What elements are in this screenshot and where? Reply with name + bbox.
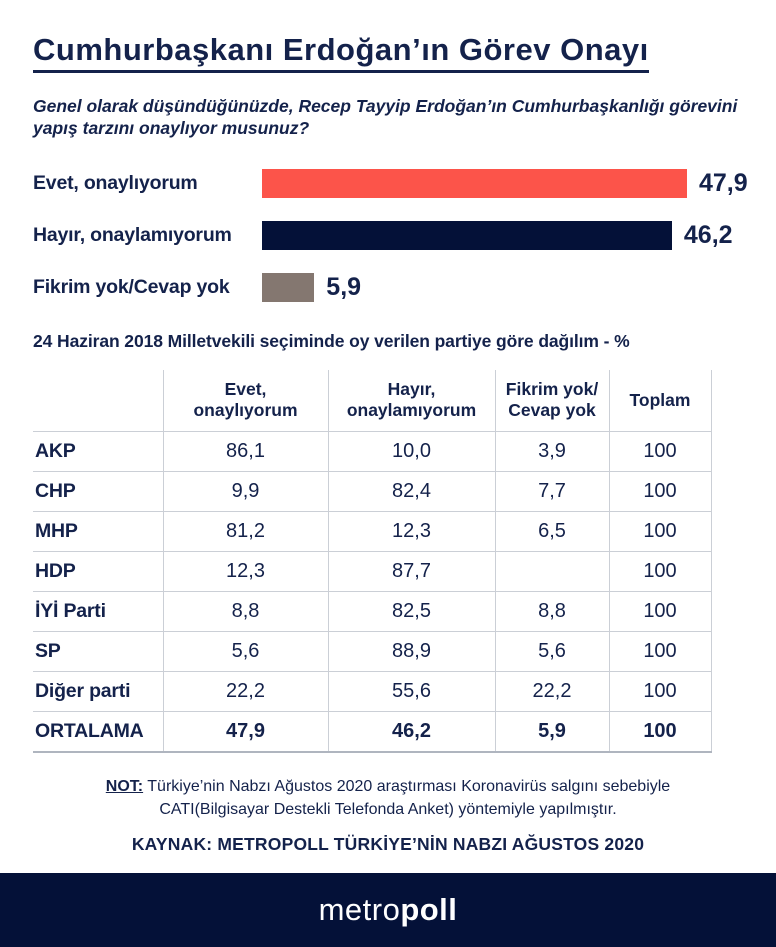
bar-row xyxy=(33,158,748,210)
party-table-body xyxy=(33,432,711,752)
value-cell: 3,9 xyxy=(495,432,609,472)
party-name-cell: CHP xyxy=(33,472,163,512)
logo-poll-text: poll xyxy=(400,892,458,927)
party-name-cell: SP xyxy=(33,632,163,672)
footer-band xyxy=(0,873,776,947)
value-cell: 5,6 xyxy=(495,632,609,672)
value-cell: 100 xyxy=(609,472,711,512)
value-cell: 5,6 xyxy=(163,632,328,672)
column-header: Hayır, onaylamıyorum xyxy=(328,370,495,432)
value-cell: 100 xyxy=(609,592,711,632)
value-cell: 88,9 xyxy=(328,632,495,672)
value-cell: 100 xyxy=(609,432,711,472)
party-name-cell: HDP xyxy=(33,552,163,592)
value-cell: 22,2 xyxy=(163,672,328,712)
bar-category-label: Evet, onaylıyorum xyxy=(33,172,198,194)
value-cell: 47,9 xyxy=(163,712,328,752)
column-header: Toplam xyxy=(609,370,711,432)
page-title-text: Cumhurbaşkanı Erdoğan’ın Görev Onayı xyxy=(33,32,649,73)
value-cell: 100 xyxy=(609,552,711,592)
bar-value-label: 46,2 xyxy=(683,221,733,249)
bar-category-label: Hayır, onaylamıyorum xyxy=(33,224,232,246)
value-cell: 9,9 xyxy=(163,472,328,512)
value-cell: 81,2 xyxy=(163,512,328,552)
party-breakdown-table xyxy=(33,370,712,753)
value-cell: 46,2 xyxy=(328,712,495,752)
source-line: KAYNAK: METROPOLL TÜRKİYE’NİN NABZI AĞUSTOS 2020 xyxy=(131,833,645,854)
approval-bar xyxy=(262,273,314,302)
bar-row xyxy=(33,210,743,262)
value-cell: 8,8 xyxy=(495,592,609,632)
table-row xyxy=(33,432,711,472)
approval-bar-chart xyxy=(33,158,748,314)
value-cell: 87,7 xyxy=(328,552,495,592)
value-cell: 5,9 xyxy=(495,712,609,752)
methodology-note xyxy=(58,775,718,821)
column-header: Evet, onaylıyorum xyxy=(163,370,328,432)
survey-question: Genel olarak düşündüğünüzde, Recep Tayyip Erdoğan’ın Cumhurbaşkanlığı görevini yapış tarzını onaylıyor musunuz? xyxy=(33,95,738,139)
party-name-cell: AKP xyxy=(33,432,163,472)
bar-row xyxy=(33,262,743,314)
column-header: Fikrim yok/ Cevap yok xyxy=(495,370,609,432)
party-name-cell: Diğer parti xyxy=(33,672,163,712)
value-cell: 12,3 xyxy=(328,512,495,552)
value-cell: 100 xyxy=(609,632,711,672)
party-name-cell: MHP xyxy=(33,512,163,552)
value-cell: 82,4 xyxy=(328,472,495,512)
table-row xyxy=(33,512,711,552)
value-cell: 7,7 xyxy=(495,472,609,512)
metropoll-logo xyxy=(319,892,458,928)
value-cell: 100 xyxy=(609,672,711,712)
value-cell: 8,8 xyxy=(163,592,328,632)
note-label: NOT: xyxy=(105,777,144,795)
party-name-cell: İYİ Parti xyxy=(33,592,163,632)
value-cell: 22,2 xyxy=(495,672,609,712)
value-cell: 6,5 xyxy=(495,512,609,552)
value-cell: 82,5 xyxy=(328,592,495,632)
value-cell: 12,3 xyxy=(163,552,328,592)
column-header xyxy=(33,370,163,432)
value-cell: 10,0 xyxy=(328,432,495,472)
bar-value-label: 47,9 xyxy=(699,169,748,197)
value-cell: 55,6 xyxy=(328,672,495,712)
table-row xyxy=(33,672,711,712)
bar-category-label: Fikrim yok/Cevap yok xyxy=(33,276,230,298)
value-cell: 100 xyxy=(609,512,711,552)
value-cell: 100 xyxy=(609,712,711,752)
table-row xyxy=(33,592,711,632)
approval-bar xyxy=(262,221,672,250)
total-row xyxy=(33,712,711,752)
value-cell xyxy=(495,552,609,592)
party-table-header-row xyxy=(33,370,711,432)
table-row xyxy=(33,632,711,672)
table-section-title: 24 Haziran 2018 Milletvekili seçiminde oy verilen partiye göre dağılım - % xyxy=(33,330,630,351)
table-row xyxy=(33,472,711,512)
value-cell: 86,1 xyxy=(163,432,328,472)
logo-metro-text: metro xyxy=(318,892,401,927)
table-row xyxy=(33,552,711,592)
bar-value-label: 5,9 xyxy=(326,273,362,301)
party-name-cell: ORTALAMA xyxy=(33,712,163,752)
note-text: Türkiye’nin Nabzı Ağustos 2020 araştırması Koronavirüs salgını sebebiyle CATI(Bilgisayar Destekli Telefonda Anket) yöntemiyle yapılmıştır. xyxy=(147,777,671,818)
page-title xyxy=(33,33,743,68)
approval-bar xyxy=(262,169,687,198)
